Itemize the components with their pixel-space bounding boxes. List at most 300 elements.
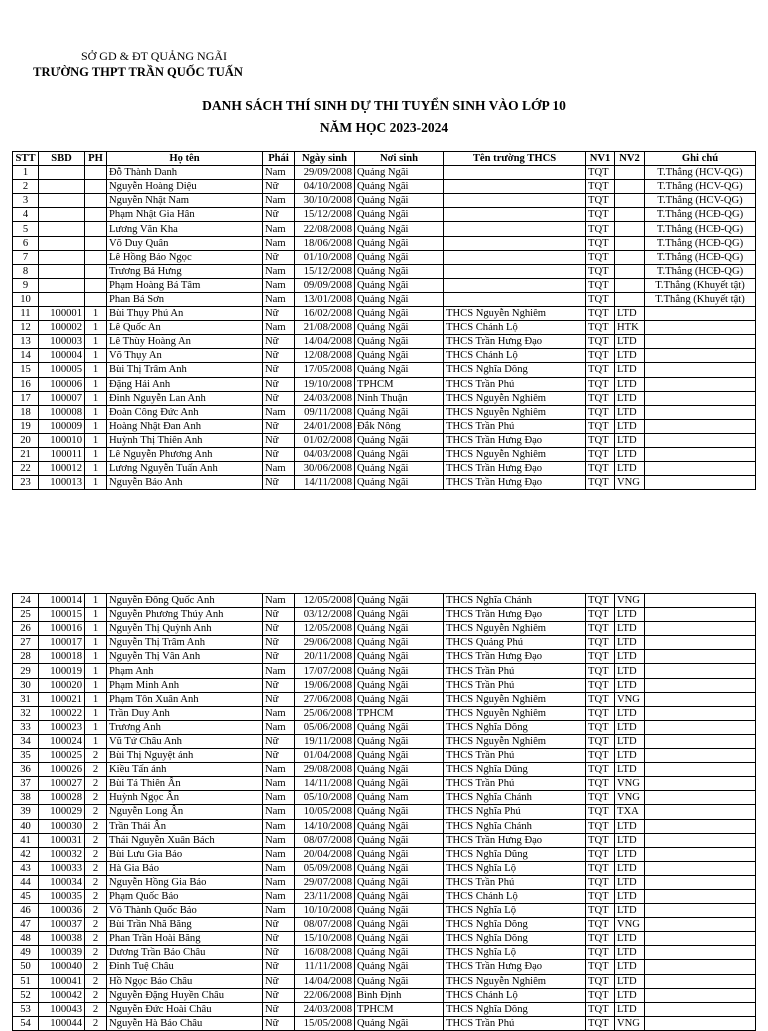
cell-nv2 xyxy=(615,250,645,264)
cell-nv1: TQT xyxy=(586,222,615,236)
cell-dob: 16/02/2008 xyxy=(295,307,355,321)
cell-name: Nguyễn Long Ân xyxy=(107,805,263,819)
cell-stt: 13 xyxy=(13,335,39,349)
cell-dob: 29/07/2008 xyxy=(295,875,355,889)
cell-nv1: TQT xyxy=(586,861,615,875)
cell-note xyxy=(645,946,756,960)
cell-school xyxy=(444,264,586,278)
cell-birthplace: Quảng Ngãi xyxy=(355,650,444,664)
cell-school: THCS Nghĩa Dõng xyxy=(444,720,586,734)
cell-nv2: LTD xyxy=(615,974,645,988)
cell-school xyxy=(444,208,586,222)
school-year: NĂM HỌC 2023-2024 xyxy=(319,120,449,135)
cell-stt: 37 xyxy=(13,777,39,791)
cell-nv1: TQT xyxy=(586,791,615,805)
cell-ph: 1 xyxy=(85,363,107,377)
cell-ph: 2 xyxy=(85,988,107,1002)
table-row xyxy=(13,1002,756,1016)
cell-school: THCS Nghĩa Dõng xyxy=(444,1002,586,1016)
cell-name: Lương Văn Kha xyxy=(107,222,263,236)
cell-nv2: LTD xyxy=(615,391,645,405)
cell-gender: Nam xyxy=(263,875,295,889)
cell-gender: Nữ xyxy=(263,636,295,650)
cell-note xyxy=(645,734,756,748)
cell-name: Lê Nguyễn Phương Anh xyxy=(107,447,263,461)
cell-stt: 26 xyxy=(13,622,39,636)
cell-ph: 1 xyxy=(85,307,107,321)
cell-ph: 1 xyxy=(85,419,107,433)
cell-dob: 01/04/2008 xyxy=(295,749,355,763)
cell-nv2: LTD xyxy=(615,819,645,833)
cell-birthplace: Quảng Ngãi xyxy=(355,208,444,222)
table-row xyxy=(13,307,756,321)
cell-nv1: TQT xyxy=(586,462,615,476)
cell-gender: Nữ xyxy=(263,335,295,349)
cell-stt: 10 xyxy=(13,292,39,306)
cell-dob: 09/11/2008 xyxy=(295,405,355,419)
cell-sbd: 100013 xyxy=(39,476,85,490)
cell-nv2: LTD xyxy=(615,636,645,650)
cell-sbd: 100012 xyxy=(39,462,85,476)
cell-school: THCS Nghĩa Dõng xyxy=(444,918,586,932)
cell-dob: 19/11/2008 xyxy=(295,734,355,748)
cell-school: THCS Nguyễn Nghiêm xyxy=(444,405,586,419)
cell-birthplace: Quảng Ngãi xyxy=(355,749,444,763)
cell-nv2: HTK xyxy=(615,321,645,335)
cell-nv2: LTD xyxy=(615,706,645,720)
cell-school: THCS Trần Phú xyxy=(444,875,586,889)
cell-name: Phan Trần Hoài Băng xyxy=(107,932,263,946)
cell-nv2: VNG xyxy=(615,791,645,805)
cell-nv2: LTD xyxy=(615,447,645,461)
cell-birthplace: Quảng Ngãi xyxy=(355,462,444,476)
cell-dob: 08/07/2008 xyxy=(295,833,355,847)
cell-nv2: VNG xyxy=(615,777,645,791)
cell-ph: 1 xyxy=(85,321,107,335)
cell-dob: 15/12/2008 xyxy=(295,264,355,278)
cell-sbd: 100008 xyxy=(39,405,85,419)
cell-school xyxy=(444,222,586,236)
cell-birthplace: Quảng Ngãi xyxy=(355,847,444,861)
cell-dob: 22/06/2008 xyxy=(295,988,355,1002)
cell-nv2: VNG xyxy=(615,476,645,490)
cell-dob: 04/03/2008 xyxy=(295,447,355,461)
cell-gender: Nữ xyxy=(263,307,295,321)
cell-dob: 03/12/2008 xyxy=(295,608,355,622)
cell-ph: 2 xyxy=(85,763,107,777)
cell-nv2: LTD xyxy=(615,763,645,777)
table-row xyxy=(13,208,756,222)
cell-birthplace: Quảng Ngãi xyxy=(355,664,444,678)
cell-nv1: TQT xyxy=(586,363,615,377)
cell-stt: 24 xyxy=(13,594,39,608)
cell-stt: 23 xyxy=(13,476,39,490)
cell-name: Võ Thành Quốc Bảo xyxy=(107,904,263,918)
cell-ph: 2 xyxy=(85,861,107,875)
cell-birthplace: Quảng Ngãi xyxy=(355,608,444,622)
cell-gender: Nam xyxy=(263,847,295,861)
cell-note xyxy=(645,974,756,988)
cell-gender: Nữ xyxy=(263,918,295,932)
cell-name: Hoàng Nhật Đan Anh xyxy=(107,419,263,433)
cell-birthplace: Quảng Ngãi xyxy=(355,918,444,932)
cell-name: Nguyễn Nhật Nam xyxy=(107,194,263,208)
cell-nv2: LTD xyxy=(615,904,645,918)
table-row xyxy=(13,720,756,734)
cell-nv2 xyxy=(615,194,645,208)
cell-stt: 6 xyxy=(13,236,39,250)
cell-name: Đặng Hải Anh xyxy=(107,377,263,391)
cell-stt: 18 xyxy=(13,405,39,419)
cell-dob: 05/06/2008 xyxy=(295,720,355,734)
cell-note xyxy=(645,720,756,734)
cell-school: THCS Trần Phú xyxy=(444,777,586,791)
cell-nv1: TQT xyxy=(586,622,615,636)
cell-ph: 2 xyxy=(85,875,107,889)
cell-stt: 44 xyxy=(13,875,39,889)
cell-name: Lê Hồng Bảo Ngọc xyxy=(107,250,263,264)
cell-name: Võ Duy Quân xyxy=(107,236,263,250)
cell-school: THCS Trần Phú xyxy=(444,1016,586,1030)
cell-nv2: LTD xyxy=(615,664,645,678)
cell-note xyxy=(645,1002,756,1016)
cell-school: THCS Nguyễn Nghiêm xyxy=(444,692,586,706)
cell-sbd: 100035 xyxy=(39,889,85,903)
cell-nv2: LTD xyxy=(615,875,645,889)
cell-sbd: 100014 xyxy=(39,594,85,608)
cell-name: Vũ Tứ Châu Anh xyxy=(107,734,263,748)
cell-stt: 15 xyxy=(13,363,39,377)
cell-school: THCS Trần Hưng Đạo xyxy=(444,476,586,490)
cell-ph: 1 xyxy=(85,692,107,706)
cell-nv1: TQT xyxy=(586,918,615,932)
cell-dob: 01/02/2008 xyxy=(295,433,355,447)
cell-name: Nguyễn Đặng Huyền Châu xyxy=(107,988,263,1002)
cell-birthplace: Quảng Ngãi xyxy=(355,889,444,903)
cell-name: Bùi Thị Nguyệt ánh xyxy=(107,749,263,763)
cell-school: THCS Nguyễn Nghiêm xyxy=(444,734,586,748)
table-row xyxy=(13,664,756,678)
col-dob: Ngày sinh xyxy=(295,152,355,166)
cell-sbd xyxy=(39,278,85,292)
cell-dob: 25/06/2008 xyxy=(295,706,355,720)
cell-gender: Nam xyxy=(263,321,295,335)
cell-sbd xyxy=(39,264,85,278)
cell-ph: 1 xyxy=(85,349,107,363)
cell-nv1: TQT xyxy=(586,664,615,678)
cell-gender: Nam xyxy=(263,819,295,833)
cell-dob: 04/10/2008 xyxy=(295,180,355,194)
cell-stt: 52 xyxy=(13,988,39,1002)
cell-name: Thái Nguyễn Xuân Bách xyxy=(107,833,263,847)
table-row xyxy=(13,405,756,419)
cell-note: T.Thẳng (HCV-QG) xyxy=(645,194,756,208)
cell-nv2: LTD xyxy=(615,749,645,763)
cell-nv2: LTD xyxy=(615,335,645,349)
cell-gender: Nữ xyxy=(263,974,295,988)
cell-birthplace: Quảng Ngãi xyxy=(355,678,444,692)
cell-stt: 7 xyxy=(13,250,39,264)
cell-stt: 49 xyxy=(13,946,39,960)
cell-dob: 30/10/2008 xyxy=(295,194,355,208)
cell-ph xyxy=(85,166,107,180)
cell-school: THCS Nghĩa Chánh xyxy=(444,791,586,805)
cell-ph: 1 xyxy=(85,678,107,692)
table-row xyxy=(13,433,756,447)
cell-dob: 30/06/2008 xyxy=(295,462,355,476)
cell-ph: 2 xyxy=(85,805,107,819)
cell-ph: 1 xyxy=(85,476,107,490)
cell-dob: 27/06/2008 xyxy=(295,692,355,706)
cell-gender: Nữ xyxy=(263,180,295,194)
cell-birthplace: Quảng Ngãi xyxy=(355,349,444,363)
cell-nv1: TQT xyxy=(586,777,615,791)
col-stt: STT xyxy=(13,152,39,166)
cell-birthplace: TPHCM xyxy=(355,377,444,391)
cell-note xyxy=(645,875,756,889)
cell-school xyxy=(444,292,586,306)
cell-note xyxy=(645,678,756,692)
cell-note xyxy=(645,363,756,377)
table-row xyxy=(13,335,756,349)
cell-nv1: TQT xyxy=(586,264,615,278)
cell-ph: 2 xyxy=(85,1016,107,1030)
cell-ph: 1 xyxy=(85,734,107,748)
cell-note xyxy=(645,476,756,490)
cell-gender: Nam xyxy=(263,805,295,819)
table-row xyxy=(13,791,756,805)
cell-school: THCS Nghĩa Chánh xyxy=(444,594,586,608)
cell-sbd xyxy=(39,194,85,208)
cell-gender: Nữ xyxy=(263,391,295,405)
cell-sbd: 100006 xyxy=(39,377,85,391)
cell-note xyxy=(645,433,756,447)
cell-nv1: TQT xyxy=(586,594,615,608)
cell-gender: Nữ xyxy=(263,447,295,461)
cell-ph xyxy=(85,278,107,292)
cell-dob: 29/09/2008 xyxy=(295,166,355,180)
cell-note xyxy=(645,447,756,461)
cell-sbd: 100038 xyxy=(39,932,85,946)
cell-school xyxy=(444,250,586,264)
cell-stt: 2 xyxy=(13,180,39,194)
cell-nv1: TQT xyxy=(586,692,615,706)
cell-ph xyxy=(85,222,107,236)
cell-ph: 2 xyxy=(85,889,107,903)
cell-birthplace: Quảng Ngãi xyxy=(355,875,444,889)
cell-nv1: TQT xyxy=(586,833,615,847)
cell-note: T.Thẳng (Khuyết tật) xyxy=(645,278,756,292)
cell-dob: 17/07/2008 xyxy=(295,664,355,678)
cell-note: T.Thẳng (HCV-QG) xyxy=(645,180,756,194)
cell-gender: Nữ xyxy=(263,349,295,363)
cell-dob: 15/10/2008 xyxy=(295,932,355,946)
cell-nv1: TQT xyxy=(586,377,615,391)
cell-gender: Nữ xyxy=(263,946,295,960)
cell-note xyxy=(645,918,756,932)
cell-ph: 1 xyxy=(85,405,107,419)
cell-nv2 xyxy=(615,278,645,292)
cell-sbd: 100017 xyxy=(39,636,85,650)
cell-note xyxy=(645,847,756,861)
cell-birthplace: Quảng Ngãi xyxy=(355,321,444,335)
cell-school: THCS Nghĩa Lộ xyxy=(444,861,586,875)
cell-note: T.Thẳng (Khuyết tật) xyxy=(645,292,756,306)
table-row xyxy=(13,1016,756,1030)
cell-nv1: TQT xyxy=(586,988,615,1002)
cell-stt: 48 xyxy=(13,932,39,946)
table-row xyxy=(13,363,756,377)
cell-sbd: 100021 xyxy=(39,692,85,706)
cell-sbd: 100001 xyxy=(39,307,85,321)
cell-school: THCS Nguyễn Nghiêm xyxy=(444,706,586,720)
table-row xyxy=(13,377,756,391)
cell-dob: 01/10/2008 xyxy=(295,250,355,264)
cell-stt: 25 xyxy=(13,608,39,622)
cell-note xyxy=(645,335,756,349)
cell-school: THCS Chánh Lộ xyxy=(444,988,586,1002)
cell-nv1: TQT xyxy=(586,236,615,250)
cell-nv2: LTD xyxy=(615,349,645,363)
cell-school xyxy=(444,236,586,250)
cell-nv2: LTD xyxy=(615,678,645,692)
cell-birthplace: Quảng Ngãi xyxy=(355,932,444,946)
cell-name: Đoàn Công Đức Anh xyxy=(107,405,263,419)
cell-ph: 1 xyxy=(85,462,107,476)
cell-note xyxy=(645,749,756,763)
cell-school: THCS Chánh Lộ xyxy=(444,321,586,335)
cell-name: Phạm Anh xyxy=(107,664,263,678)
cell-dob: 14/10/2008 xyxy=(295,819,355,833)
cell-dob: 24/01/2008 xyxy=(295,419,355,433)
cell-ph: 1 xyxy=(85,433,107,447)
cell-note xyxy=(645,833,756,847)
table-row xyxy=(13,904,756,918)
cell-school: THCS Trần Phú xyxy=(444,749,586,763)
cell-birthplace: Quảng Ngãi xyxy=(355,447,444,461)
cell-dob: 12/05/2008 xyxy=(295,594,355,608)
col-ph: PH xyxy=(85,152,107,166)
cell-nv2 xyxy=(615,208,645,222)
cell-nv2: LTD xyxy=(615,650,645,664)
cell-sbd: 100025 xyxy=(39,749,85,763)
cell-sbd xyxy=(39,180,85,194)
cell-ph: 2 xyxy=(85,918,107,932)
cell-gender: Nam xyxy=(263,405,295,419)
cell-school: THCS Trần Phú xyxy=(444,419,586,433)
cell-school: THCS Nghĩa Dõng xyxy=(444,932,586,946)
cell-note xyxy=(645,791,756,805)
cell-gender: Nam xyxy=(263,462,295,476)
cell-school: THCS Trần Phú xyxy=(444,678,586,692)
cell-dob: 23/11/2008 xyxy=(295,889,355,903)
cell-ph: 2 xyxy=(85,932,107,946)
cell-dob: 09/09/2008 xyxy=(295,278,355,292)
cell-name: Phạm Tôn Xuân Anh xyxy=(107,692,263,706)
cell-sbd: 100007 xyxy=(39,391,85,405)
cell-sbd: 100010 xyxy=(39,433,85,447)
cell-ph: 2 xyxy=(85,777,107,791)
cell-nv2 xyxy=(615,292,645,306)
cell-sbd: 100039 xyxy=(39,946,85,960)
cell-nv2: LTD xyxy=(615,1002,645,1016)
cell-dob: 17/05/2008 xyxy=(295,363,355,377)
cell-stt: 32 xyxy=(13,706,39,720)
cell-ph: 1 xyxy=(85,594,107,608)
cell-sbd: 100034 xyxy=(39,875,85,889)
table-row xyxy=(13,636,756,650)
cell-birthplace: Quảng Ngãi xyxy=(355,974,444,988)
cell-sbd: 100016 xyxy=(39,622,85,636)
cell-nv1: TQT xyxy=(586,447,615,461)
cell-birthplace: Quảng Ngãi xyxy=(355,166,444,180)
cell-ph xyxy=(85,194,107,208)
cell-nv1: TQT xyxy=(586,875,615,889)
cell-stt: 1 xyxy=(13,166,39,180)
cell-gender: Nữ xyxy=(263,1002,295,1016)
cell-ph: 2 xyxy=(85,847,107,861)
cell-school: THCS Nghĩa Dõng xyxy=(444,363,586,377)
cell-nv1: TQT xyxy=(586,889,615,903)
cell-note xyxy=(645,692,756,706)
cell-birthplace: Quảng Ngãi xyxy=(355,777,444,791)
cell-school: THCS Trần Hưng Đạo xyxy=(444,960,586,974)
col-gender: Phái xyxy=(263,152,295,166)
cell-note: T.Thẳng (HCĐ-QG) xyxy=(645,236,756,250)
cell-birthplace: Quảng Nam xyxy=(355,791,444,805)
cell-gender: Nam xyxy=(263,706,295,720)
cell-name: Nguyễn Hà Bảo Châu xyxy=(107,1016,263,1030)
cell-note xyxy=(645,861,756,875)
cell-note xyxy=(645,377,756,391)
cell-stt: 28 xyxy=(13,650,39,664)
cell-note: T.Thẳng (HCĐ-QG) xyxy=(645,208,756,222)
cell-sbd: 100029 xyxy=(39,805,85,819)
cell-nv2: LTD xyxy=(615,833,645,847)
cell-gender: Nam xyxy=(263,222,295,236)
cell-nv2: LTD xyxy=(615,946,645,960)
cell-nv1: TQT xyxy=(586,335,615,349)
table-row xyxy=(13,194,756,208)
cell-name: Trương Bá Hưng xyxy=(107,264,263,278)
cell-note xyxy=(645,405,756,419)
cell-dob: 13/01/2008 xyxy=(295,292,355,306)
cell-school: THCS Chánh Lộ xyxy=(444,349,586,363)
cell-gender: Nữ xyxy=(263,608,295,622)
table-row xyxy=(13,819,756,833)
cell-school: THCS Nguyễn Nghiêm xyxy=(444,307,586,321)
cell-school: THCS Trần Hưng Đạo xyxy=(444,650,586,664)
cell-school: THCS Trần Phú xyxy=(444,377,586,391)
cell-note xyxy=(645,988,756,1002)
table-row xyxy=(13,833,756,847)
cell-note xyxy=(645,307,756,321)
table-row xyxy=(13,250,756,264)
cell-sbd: 100027 xyxy=(39,777,85,791)
cell-school xyxy=(444,180,586,194)
cell-name: Hà Gia Bảo xyxy=(107,861,263,875)
cell-note xyxy=(645,706,756,720)
cell-gender: Nữ xyxy=(263,250,295,264)
cell-note xyxy=(645,777,756,791)
cell-gender: Nam xyxy=(263,236,295,250)
cell-gender: Nam xyxy=(263,166,295,180)
col-nv1: NV1 xyxy=(586,152,615,166)
cell-nv1: TQT xyxy=(586,749,615,763)
table-row xyxy=(13,321,756,335)
cell-ph: 1 xyxy=(85,447,107,461)
cell-name: Bùi Thị Trâm Anh xyxy=(107,363,263,377)
